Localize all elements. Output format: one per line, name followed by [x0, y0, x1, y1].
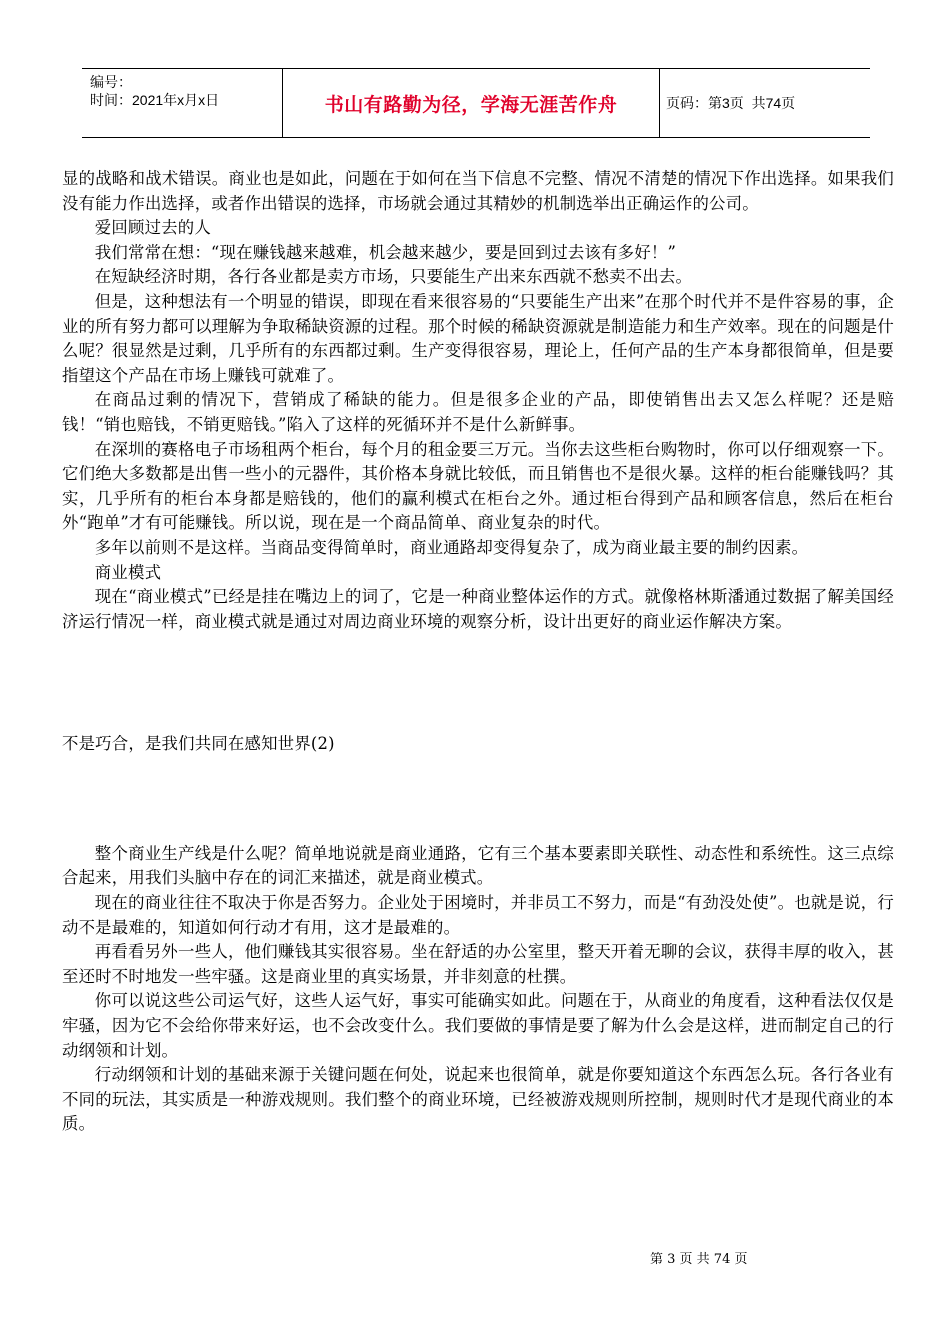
header-page-info: 页码：第3页 共74页 — [666, 95, 796, 111]
body-paragraph: 你可以说这些公司运气好，这些人运气好，事实可能确实如此。问题在于，从商业的角度看，这种看法仅仅是牢骚，因为它不会给你带来好运，也不会改变什么。我们要做的事情是要了解为什么会是这样，进而制定自己的行动纲领和计划。 — [62, 991, 894, 1060]
body-paragraph: 在商品过剩的情况下，营销成了稀缺的能力。但是很多企业的产品，即使销售出去又怎么样呢？还是赔钱！“销也赔钱，不销更赔钱。”陷入了这样的死循环并不是什么新鲜事。 — [62, 390, 894, 434]
document-body — [62, 167, 894, 1137]
section-heading: 爱回顾过去的人 — [94, 218, 211, 238]
number-label: 编号： — [90, 74, 132, 90]
body-paragraph: 多年以前则不是这样。当商品变得简单时，商业通路却变得复杂了，成为商业最主要的制约因素。 — [94, 537, 809, 557]
header-divider — [659, 69, 660, 137]
header-motto: 书山有路勤为径，学海无涯苦作舟 — [324, 93, 618, 116]
page-header — [82, 68, 870, 138]
body-paragraph: 显的战略和战术错误。商业也是如此，问题在于如何在当下信息不完整、情况不清楚的情况下作出选择。如果我们没有能力作出选择，或者作出错误的选择，市场就会通过其精妙的机制选举出正确运作的公司。 — [62, 169, 894, 213]
body-paragraph: 现在“商业模式”已经是挂在嘴边上的词了，它是一种商业整体运作的方式。就像格林斯潘通过数据了解美国经济运行情况一样，商业模式就是通过对周边商业环境的观察分析，设计出更好的商业运作解决方案。 — [62, 587, 894, 631]
page-footer: 第 3 页 共 74 页 — [650, 1252, 748, 1267]
article-title: 不是巧合，是我们共同在感知世界(2) — [62, 734, 335, 754]
body-paragraph: 在短缺经济时期，各行各业都是卖方市场，只要能生产出来东西就不愁卖不出去。 — [94, 267, 693, 287]
body-paragraph: 行动纲领和计划的基础来源于关键问题在何处，说起来也很简单，就是你要知道这个东西怎么玩。各行各业有不同的玩法，其实质是一种游戏规则。我们整个的商业环境，已经被游戏规则所控制，规则时代才是现代商业的本质。 — [62, 1065, 894, 1134]
body-paragraph: 再看看另外一些人，他们赚钱其实很容易。坐在舒适的办公室里，整天开着无聊的会议，获得丰厚的收入，甚至还时不时地发一些牢骚。这是商业里的真实场景，并非刻意的杜撰。 — [62, 942, 894, 986]
body-paragraph: 但是，这种想法有一个明显的错误，即现在看来很容易的“只要能生产出来”在那个时代并不是件容易的事，企业的所有努力都可以理解为争取稀缺资源的过程。那个时候的稀缺资源就是制造能力和生产效率。现在的问题是什么呢？很显然是过剩，几乎所有的东西都过剩。生产变得很容易，理论上，任何产品的生产本身都很简单，但是要指望这个产品在市场上赚钱可就难了。 — [62, 291, 894, 385]
header-meta — [82, 69, 282, 137]
body-paragraph: 我们常常在想：“现在赚钱越来越难，机会越来越少，要是回到过去该有多好！” — [94, 242, 677, 262]
body-paragraph: 整个商业生产线是什么呢？简单地说就是商业通路，它有三个基本要素即关联性、动态性和系统性。这三点综合起来，用我们头脑中存在的词汇来描述，就是商业模式。 — [62, 843, 894, 888]
body-paragraph: 在深圳的赛格电子市场租两个柜台，每个月的租金要三万元。当你去这些柜台购物时，你可以仔细观察一下。它们绝大多数都是出售一些小的元器件，其价格本身就比较低，而且销售也不是很火暴。这样的柜台能赚钱吗？其实，几乎所有的柜台本身都是赔钱的，他们的赢利模式在柜台之外。通过柜台得到产品和顾客信息，然后在柜台外“跑单”才有可能赚钱。所以说，现在是一个商品简单、商业复杂的时代。 — [62, 439, 894, 533]
section-heading: 商业模式 — [94, 562, 162, 582]
body-paragraph: 现在的商业往往不取决于你是否努力。企业处于困境时，并非员工不努力，而是“有劲没处使”。也就是说，行动不是最难的，知道如何行动才有用，这才是最难的。 — [62, 893, 894, 937]
date-line: 时间：2021年x月x日 — [90, 92, 220, 108]
